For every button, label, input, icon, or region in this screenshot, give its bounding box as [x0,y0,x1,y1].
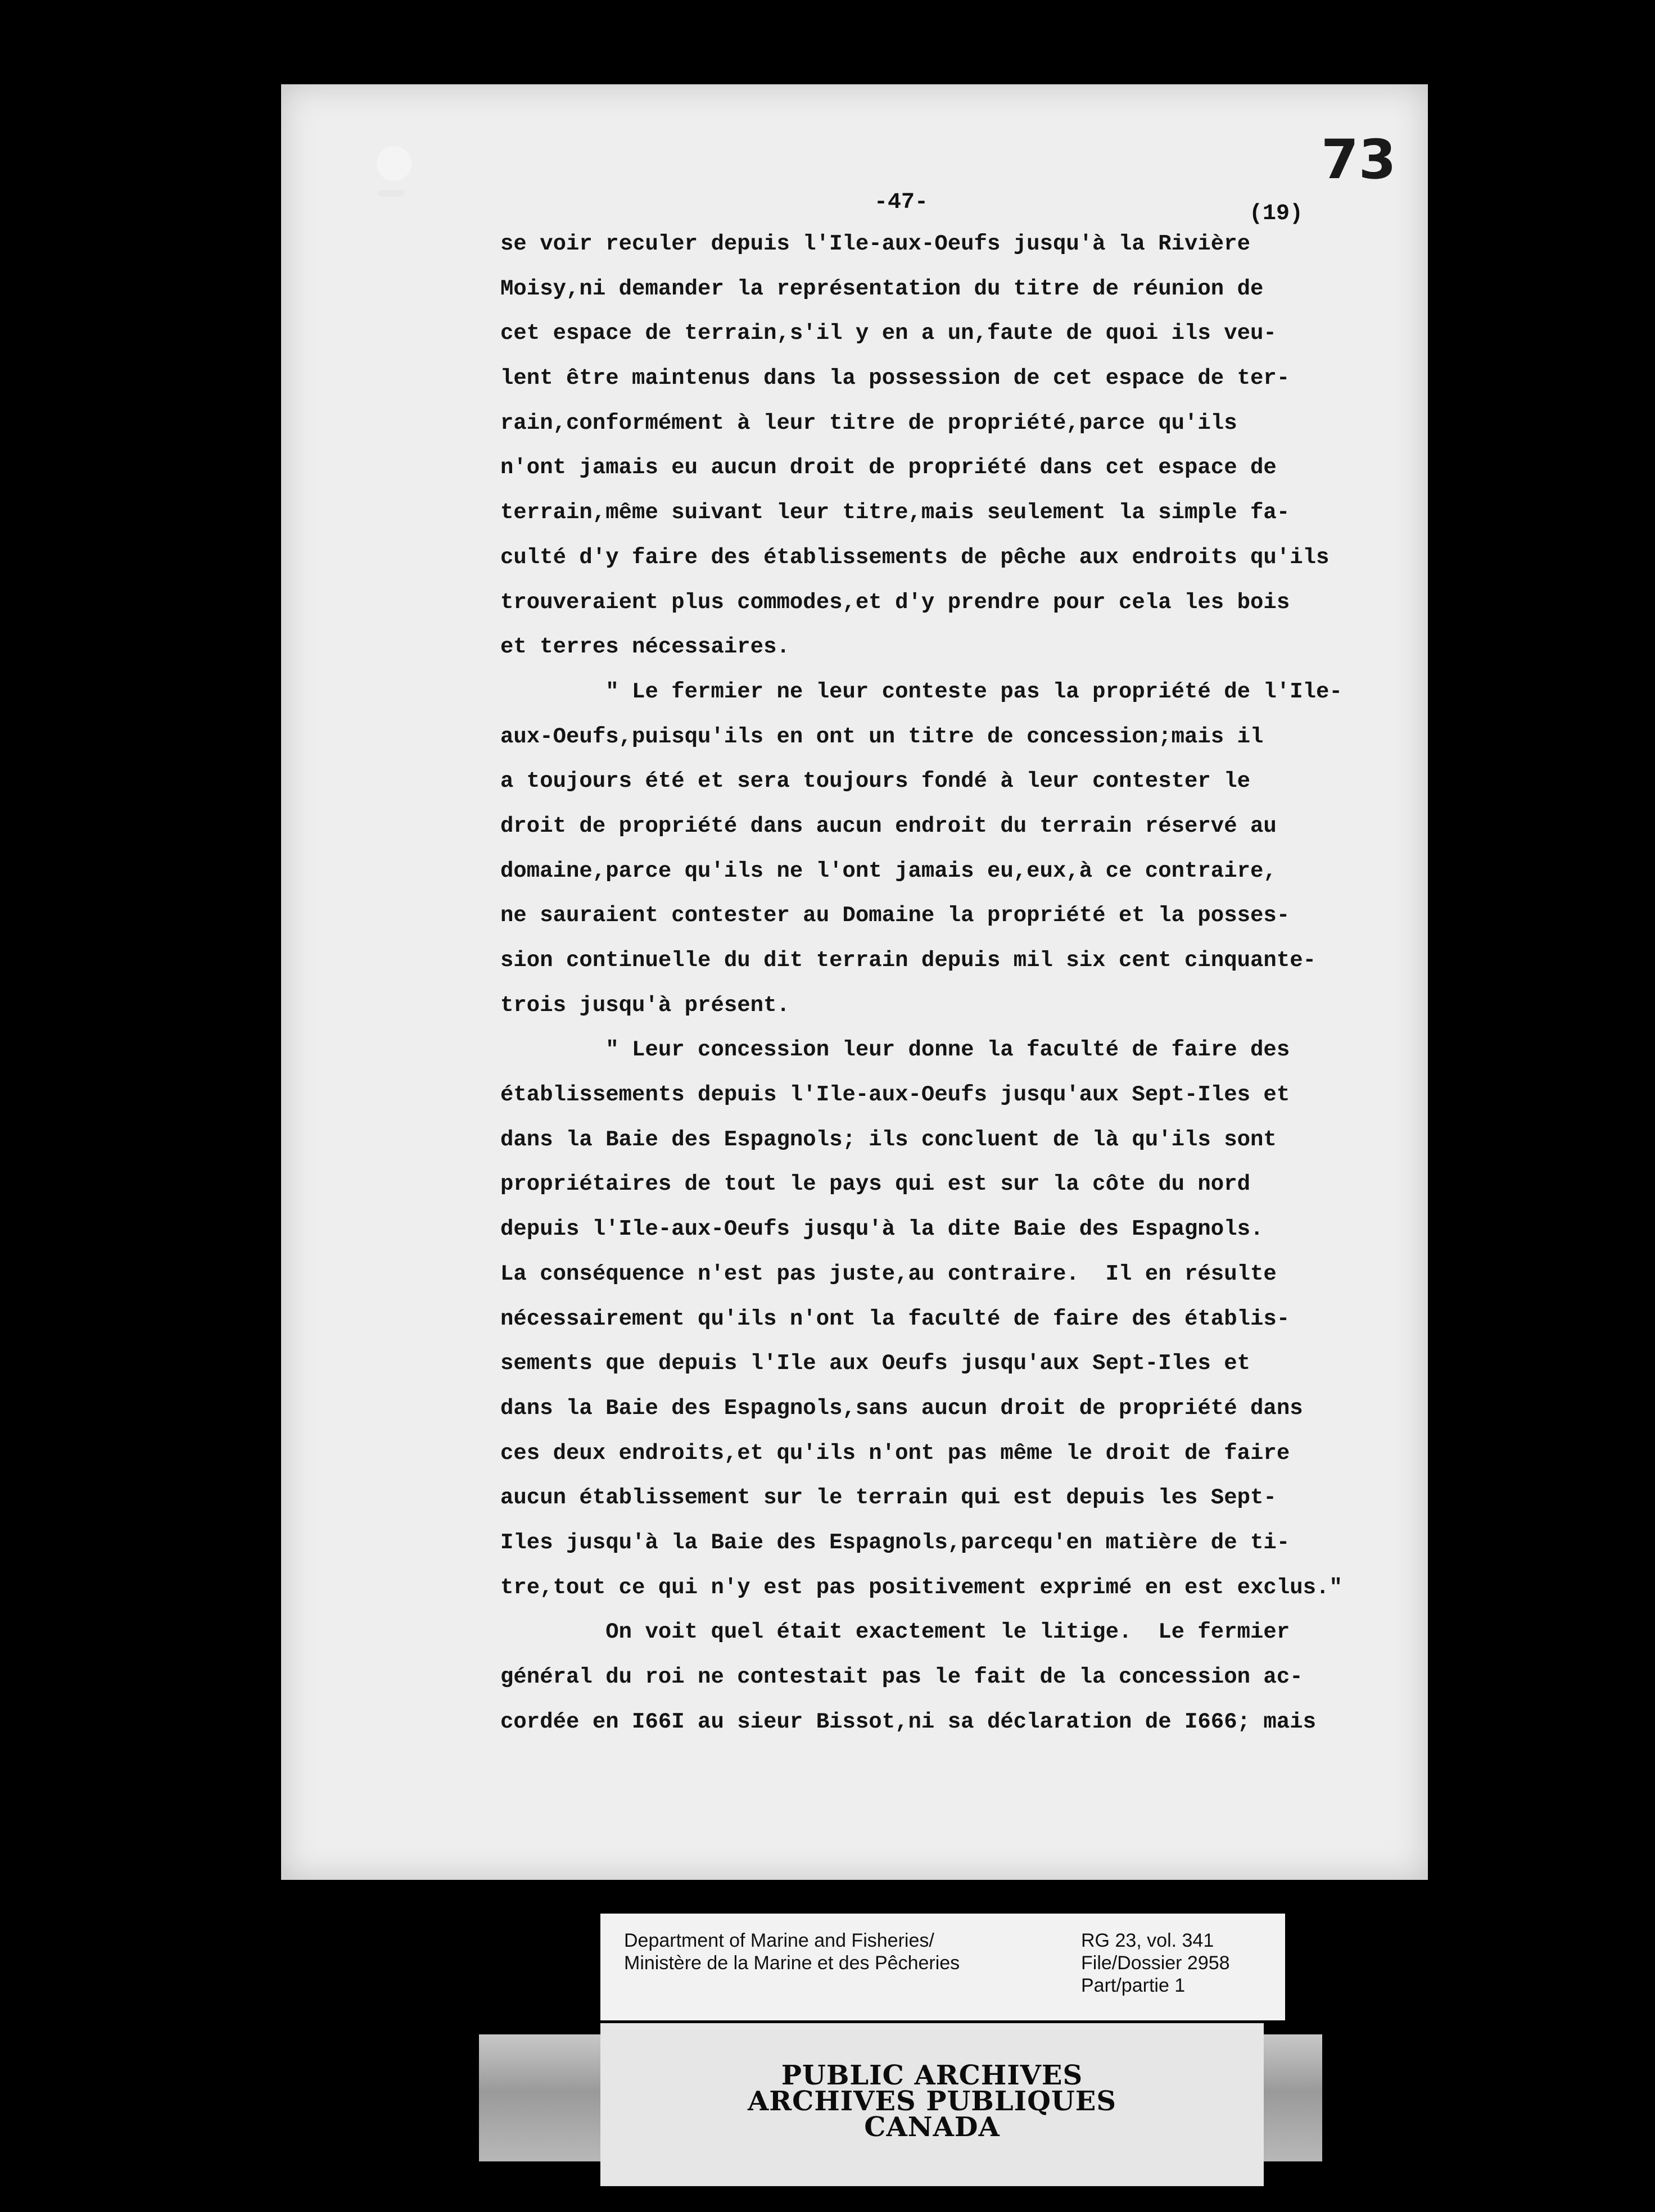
archive-reference-label [600,1914,1285,2020]
part-number: Part/partie 1 [1081,1975,1186,1996]
text-line: ces deux endroits,et qu'ils n'ont pas même le droit de faire [500,1440,1290,1466]
text-line: a toujours été et sera toujours fondé à leur contester le [500,769,1251,794]
text-line: n'ont jamais eu aucun droit de propriété dans cet espace de [500,455,1277,481]
archive-stamp [600,2023,1264,2186]
text-line: se voir reculer depuis l'Ile-aux-Oeufs jusqu'à la Rivière [500,232,1251,256]
text-line: trouveraient plus commodes,et d'y prendre pour cela les bois [500,590,1290,615]
text-line: domaine,parce qu'ils ne l'ont jamais eu,eux,à ce contraire, [500,858,1277,883]
text-line: sements que depuis l'Ile aux Oeufs jusqu'aux Sept-Iles et [500,1351,1251,1376]
text-line: aux-Oeufs,puisqu'ils en ont un titre de concession;mais il [500,724,1264,749]
text-line: sion continuelle du dit terrain depuis mil six cent cinquante- [500,948,1317,973]
text-line: établissements depuis l'Ile-aux-Oeufs jusqu'aux Sept-Iles et [500,1082,1290,1108]
handwritten-folio-number: 73 [1321,128,1396,191]
text-line: propriétaires de tout le pays qui est sur la côte du nord [500,1172,1251,1197]
text-line: La conséquence n'est pas juste,au contraire. Il en résulte [500,1261,1277,1286]
department-name-fr: Ministère de la Marine et des Pêcheries [624,1952,960,1974]
text-line: ne sauraient contester au Domaine la propriété et la posses- [500,903,1290,928]
archive-stamp-text [600,2060,1264,2143]
department-name [624,1929,960,1974]
text-line: cordée en I66I au sieur Bissot,ni sa déclaration de I666; mais [500,1709,1317,1734]
text-line: lent être maintenus dans la possession de cet espace de ter- [500,366,1290,391]
text-line: " Leur concession leur donne la faculté de faire des [500,1037,1290,1063]
document-reference: (19) [1249,201,1304,226]
text-line: culté d'y faire des établissements de pêche aux endroits qu'ils [500,545,1330,570]
text-line: On voit quel était exactement le litige. Le fermier [500,1620,1290,1645]
text-line: trois jusqu'à présent. [500,992,790,1018]
text-line: Moisy,ni demander la représentation du titre de réunion de [500,276,1264,301]
text-line: rain,conformément à leur titre de propriété,parce qu'ils [500,410,1237,436]
stamp-line-fr: ARCHIVES PUBLIQUES [748,2086,1116,2117]
file-reference [1081,1929,1230,1997]
punch-hole-mark [378,190,405,197]
typed-body-text [500,222,1377,1744]
text-line: cet espace de terrain,s'il y en a un,faute de quoi ils veu- [500,321,1277,346]
stamp-line-country: CANADA [864,2111,1000,2143]
page-number: -47- [874,190,929,215]
text-line: " Le fermier ne leur conteste pas la propriété de l'Ile- [500,679,1342,704]
text-line: nécessairement qu'ils n'ont la faculté de faire des établis- [500,1306,1290,1331]
text-line: général du roi ne contestait pas le fait de la concession ac- [500,1665,1303,1689]
record-group: RG 23, vol. 341 [1081,1930,1214,1951]
text-line: dans la Baie des Espagnols,sans aucun droit de propriété dans [500,1395,1303,1421]
text-line: et terres nécessaires. [500,634,790,660]
text-line: dans la Baie des Espagnols; ils concluent de là qu'ils sont [500,1127,1277,1152]
text-line: droit de propriété dans aucun endroit du terrain réservé au [500,813,1277,838]
stamp-line-en: PUBLIC ARCHIVES [781,2060,1083,2091]
text-line: Iles jusqu'à la Baie des Espagnols,parcequ'en matière de ti- [500,1530,1290,1555]
text-line: aucun établissement sur le terrain qui est depuis les Sept- [500,1485,1277,1511]
text-line: tre,tout ce qui n'y est pas positivement exprimé en est exclus." [500,1575,1342,1600]
punch-hole [377,146,412,181]
department-name-en: Department of Marine and Fisheries/ [624,1930,934,1951]
text-line: depuis l'Ile-aux-Oeufs jusqu'à la dite Baie des Espagnols. [500,1217,1264,1242]
file-number: File/Dossier 2958 [1081,1952,1230,1974]
text-line: terrain,même suivant leur titre,mais seulement la simple fa- [500,500,1290,525]
